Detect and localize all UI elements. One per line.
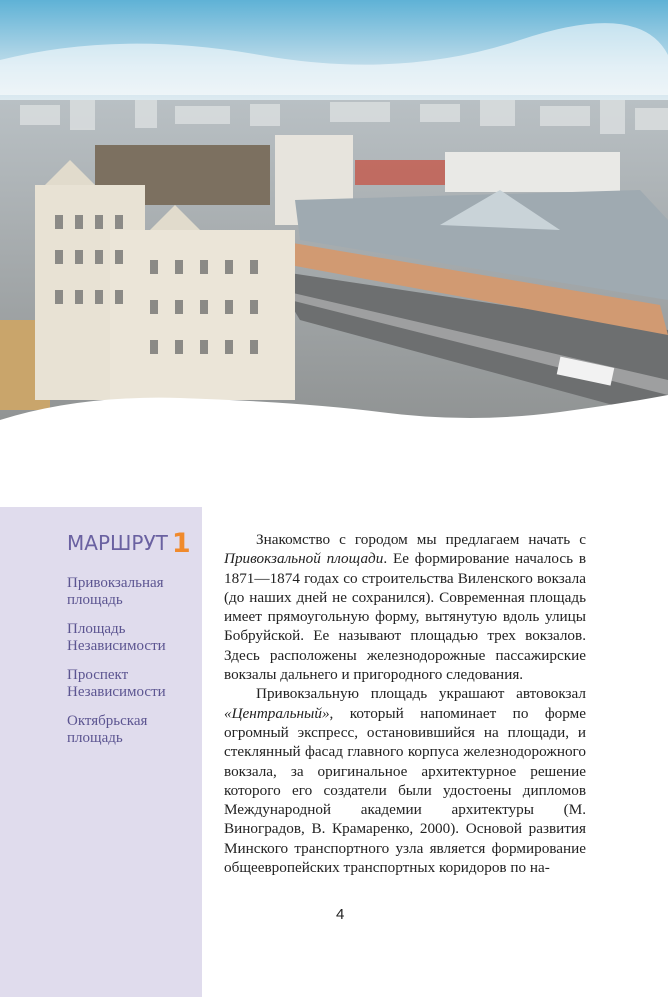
city-panorama-image [0, 0, 668, 440]
page-number: 4 [336, 906, 345, 923]
paragraph-1 [224, 530, 586, 684]
paragraph-2 [224, 684, 586, 877]
route-stop-item: Привокзальная площадь [67, 575, 164, 608]
route-stops-list [67, 575, 199, 759]
route-stop-item: Площадь Независимости [67, 621, 166, 654]
route-number: 1 [171, 528, 191, 559]
paragraph-2-text-a: Привокзальную площадь украшают автовокзал [256, 685, 586, 703]
paragraph-2-text-b: , который напоминает по форме огромный экспресс, остановившийся на площади, и стеклянный фасад главного корпуса железнодорожного вокзала, за оригинальное архитектурное решение которого его создатели были удостоены дипломов Международной академии архитектуры (М. Виноградов, В. Крамаренко, 2000). Основой развития Минского транспортного узла является формирование общеевропейских транспортных коридоров по на- [224, 704, 586, 877]
paragraph-1-text-b: . Ее формирование началось в 1871—1874 годах со строительства Виленского вокзала (до наших дней не сохранился). Современная площадь имеет прямоугольную форму, вытянутую вдоль улицы Бобруйской. Ее называют площадью трех вокзалов. Здесь расположены железнодорожные пассажирские вокзалы дальнего и пригородного следования. [224, 550, 586, 684]
route-stop-item: Проспект Независимости [67, 667, 166, 700]
paragraph-1-text-a: Знакомство с городом мы предлагаем начать с [256, 531, 586, 548]
body-text [224, 530, 586, 877]
hero-photo [0, 0, 668, 440]
route-stop-item: Октябрьская площадь [67, 713, 148, 746]
paragraph-1-emphasis: Привокзальной площади [224, 550, 384, 568]
paragraph-2-emphasis: «Центральный» [224, 704, 330, 722]
route-label: МАРШРУТ [67, 531, 168, 555]
route-title [67, 528, 191, 559]
